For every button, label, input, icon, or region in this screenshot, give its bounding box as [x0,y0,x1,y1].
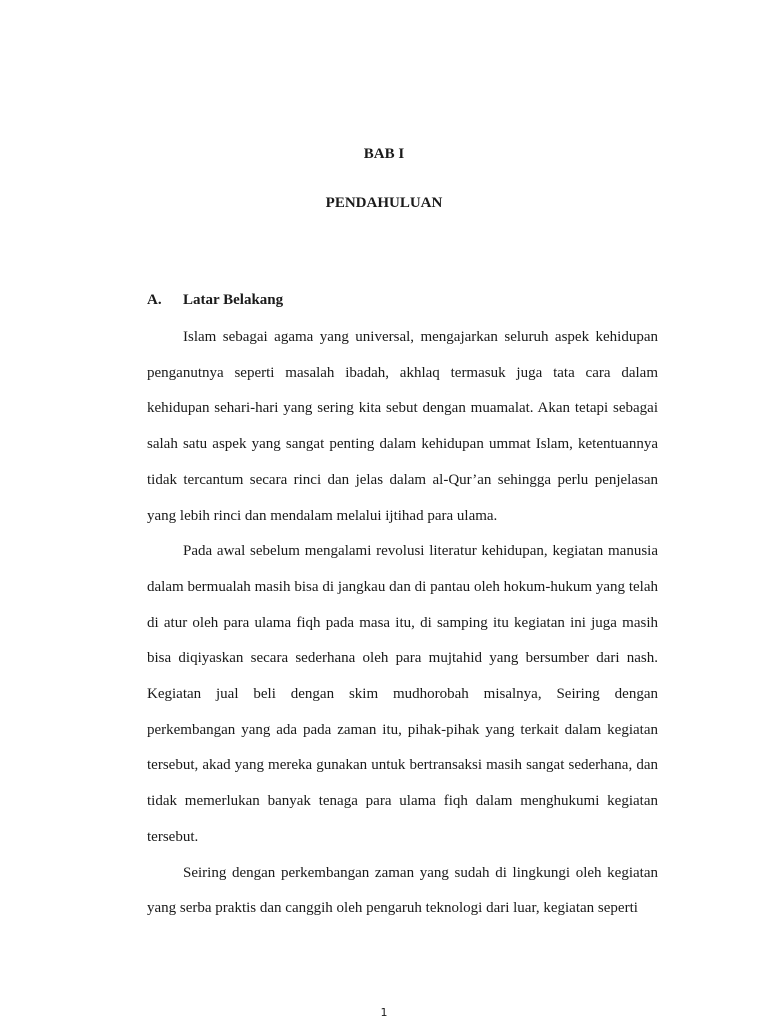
page-number: 1 [380,1006,388,1019]
paragraph: Pada awal sebelum mengalami revolusi literatur kehidupan, kegiatan manusia dalam bermualah masih bisa di jangkau dan di pantau oleh hokum-hukum yang telah di atur oleh para ulama fiqh pada masa itu, di samping itu kegiatan ini juga masih bisa diqiyaskan secara sederhana oleh para mujtahid yang bersumber dari nash. Kegiatan jual beli dengan skim mudhorobah misalnya, Seiring dengan perkembangan yang ada pada zaman itu, pihak-pihak yang terkait dalam kegiatan tersebut, akad yang mereka gunakan untuk bertransaksi masih sangat sederhana, dan tidak memerlukan banyak tenaga para ulama fiqh dalam menghukumi kegiatan tersebut. [147,543,658,845]
section-title: Latar Belakang [183,292,284,308]
chapter-number: BAB I [363,146,405,162]
paragraph: Seiring dengan perkembangan zaman yang sudah di lingkungi oleh kegiatan yang serba praktis dan canggih oleh pengaruh teknologi dari luar, kegiatan seperti [147,864,658,917]
chapter-title: PENDAHULUAN [325,195,443,211]
paragraph: Islam sebagai agama yang universal, mengajarkan seluruh aspek kehidupan penganutnya seperti masalah ibadah, akhlaq termasuk juga tata cara dalam kehidupan sehari-hari yang sering kita sebut dengan muamalat. Akan tetapi sebagai salah satu aspek yang sangat penting dalam kehidupan ummat Islam, ketentuannya tidak tercantum secara rinci dan jelas dalam al-Qur’an sehingga perlu penjelasan yang lebih rinci dan mendalam melalui ijtihad para ulama. [147,329,658,524]
section-letter: A. [147,292,162,308]
section-heading [147,292,283,309]
body-text [147,320,658,927]
